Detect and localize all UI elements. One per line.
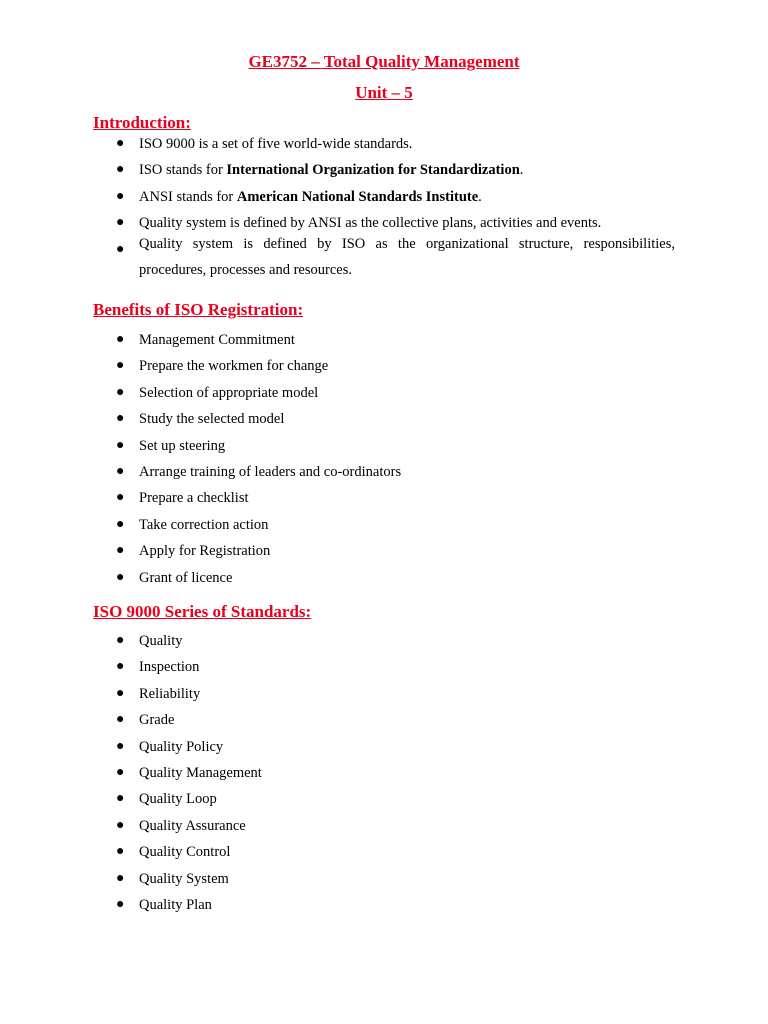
item-text: Quality System xyxy=(139,870,229,887)
bullet-icon: ● xyxy=(116,516,125,532)
item-text: ISO 9000 is a set of five world-wide standards. xyxy=(139,136,413,152)
item-text: Apply for Registration xyxy=(139,543,271,560)
bullet-icon: ● xyxy=(116,685,125,701)
bullet-icon: ● xyxy=(116,659,125,675)
series-heading: ISO 9000 Series of Standards: xyxy=(93,602,312,621)
item-text: ANSI stands for xyxy=(139,188,237,205)
bullet-icon: ● xyxy=(116,332,125,347)
item-text-line-2: procedures, processes and resources. xyxy=(139,262,352,278)
item-text-suffix: . xyxy=(478,188,482,205)
bullet-icon: ● xyxy=(116,411,125,427)
item-text: Selection of appropriate model xyxy=(139,384,319,401)
item-text: Reliability xyxy=(139,685,201,702)
benefits-heading: Benefits of ISO Registration: xyxy=(93,300,304,319)
item-text: Quality Policy xyxy=(139,738,224,755)
item-bold-text: American National Standards Institute xyxy=(236,188,479,205)
bullet-icon: ● xyxy=(116,463,125,479)
item-text: Quality Assurance xyxy=(139,817,246,834)
bullet-icon: ● xyxy=(116,569,125,585)
item-text: Take correction action xyxy=(139,516,269,533)
item-text: Inspection xyxy=(139,659,200,676)
item-text: ISO stands for xyxy=(139,162,227,179)
bullet-icon: ● xyxy=(116,384,125,400)
bullet-icon: ● xyxy=(116,490,125,506)
bullet-icon: ● xyxy=(116,764,125,780)
item-bold-text: International Organization for Standardization xyxy=(226,162,520,179)
bullet-icon: ● xyxy=(116,188,125,204)
bullet-icon: ● xyxy=(116,791,125,807)
item-text: Quality Plan xyxy=(139,896,212,913)
item-text: Arrange training of leaders and co-ordinators xyxy=(139,463,402,480)
bullet-icon: ● xyxy=(116,896,125,912)
item-text: Grade xyxy=(139,712,175,729)
item-text: Set up steering xyxy=(139,437,226,454)
item-text: Quality system is defined by ANSI as the collective plans, activities and events. xyxy=(139,215,602,232)
bullet-icon: ● xyxy=(116,136,125,151)
bullet-icon: ● xyxy=(116,817,125,833)
bullet-icon: ● xyxy=(116,162,125,178)
item-text: Prepare a checklist xyxy=(139,490,249,507)
item-text: Management Commitment xyxy=(139,332,295,348)
item-text: Quality Control xyxy=(139,844,231,861)
item-text-suffix: . xyxy=(519,162,524,179)
bullet-icon: ● xyxy=(116,738,125,754)
bullet-icon: ● xyxy=(116,844,125,860)
document-title: GE3752 – Total Quality Management xyxy=(248,52,520,71)
bullet-icon: ● xyxy=(116,358,125,374)
bullet-icon: ● xyxy=(116,543,125,559)
introduction-heading: Introduction: xyxy=(93,113,191,132)
item-text-line-1: Quality system is defined by ISO as the organizational structure, responsibilities, xyxy=(139,236,675,252)
item-text: Quality xyxy=(139,633,183,649)
bullet-icon: ● xyxy=(116,437,125,453)
item-text: Grant of licence xyxy=(139,569,233,586)
bullet-icon: ● xyxy=(116,712,125,728)
item-text: Quality Management xyxy=(139,764,262,781)
bullet-icon: ● xyxy=(116,633,125,648)
item-text: Quality Loop xyxy=(139,791,217,808)
item-text: Prepare the workmen for change xyxy=(139,358,329,375)
bullet-icon: ● xyxy=(116,870,125,886)
bullet-icon: ● xyxy=(116,215,125,231)
bullet-icon: ● xyxy=(116,241,125,257)
item-text: Study the selected model xyxy=(139,411,285,428)
unit-title: Unit – 5 xyxy=(355,83,413,102)
